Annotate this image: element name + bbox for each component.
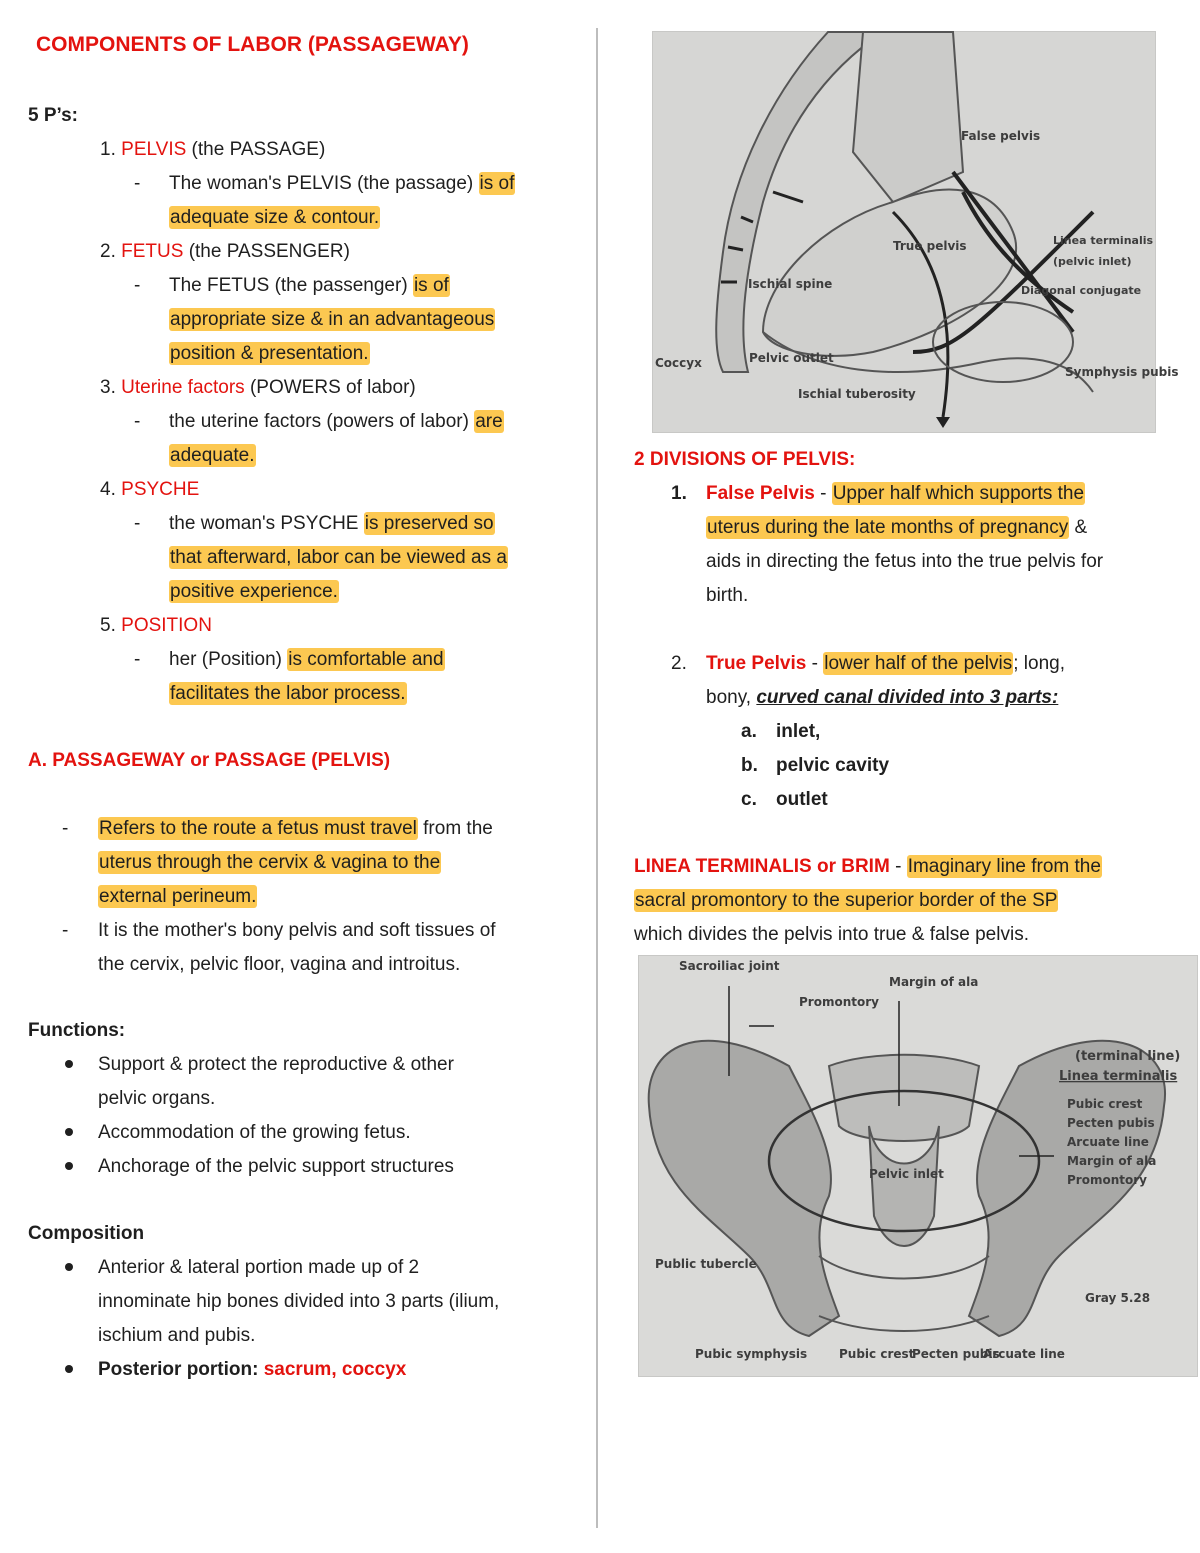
- d2-line2: bony, curved canal divided into 3 parts:: [706, 687, 1059, 708]
- p1-desc-line1: The woman's PELVIS (the passage) is of: [169, 173, 515, 194]
- bullet: [65, 1365, 73, 1373]
- dash: -: [134, 513, 141, 534]
- p3-heading: 3. Uterine factors (POWERS of labor): [100, 377, 416, 398]
- p5-desc-line2: facilitates the labor process.: [170, 683, 406, 704]
- p1-heading: 1. PELVIS (the PASSAGE): [100, 139, 326, 160]
- a1-line3: external perineum.: [99, 886, 257, 907]
- a1-line1: Refers to the route a fetus must travel from the: [99, 818, 493, 839]
- fig2-label-pelvic-inlet: Pelvic inlet: [869, 1167, 944, 1181]
- p3-name: Uterine factors: [121, 377, 245, 398]
- c2-line: Posterior portion: sacrum, coccyx: [98, 1359, 407, 1380]
- p4-desc-line3: positive experience.: [170, 581, 338, 602]
- c1-line2: innominate hip bones divided into 3 parts (ilium,: [98, 1291, 500, 1312]
- fig2-label-pubic-crest: Pubic crest: [1067, 1097, 1143, 1111]
- fig1-label-ischial-tuberosity: Ischial tuberosity: [798, 387, 916, 401]
- dash: -: [62, 818, 69, 839]
- part-a-letter: a.: [741, 721, 757, 742]
- pelvis-front-view-drawing: [639, 956, 1197, 1376]
- composition-heading: Composition: [28, 1223, 145, 1244]
- fig1-label-coccyx: Coccyx: [655, 356, 702, 370]
- five-ps-heading: 5 P’s:: [28, 105, 78, 126]
- fig2-label-promontory: Promontory: [799, 995, 879, 1009]
- a2-line2: the cervix, pelvic floor, vagina and introitus.: [98, 954, 461, 975]
- bullet: [65, 1060, 73, 1068]
- p3-desc-line1: the uterine factors (powers of labor) are: [169, 411, 503, 432]
- p2-name: FETUS: [121, 241, 184, 262]
- part-b-text: pelvic cavity: [776, 755, 890, 776]
- fig2-label-gray: Gray 5.28: [1085, 1291, 1151, 1305]
- fig2-label-promontory-2: Promontory: [1067, 1173, 1147, 1187]
- pelvis-front-view-figure: [638, 955, 1198, 1377]
- pelvis-side-view-drawing: [653, 32, 1179, 432]
- page-title: COMPONENTS OF LABOR (PASSAGEWAY): [36, 33, 469, 56]
- p4-desc-line2: that afterward, labor can be viewed as a: [170, 547, 507, 568]
- p2-desc-line1: The FETUS (the passenger) is of: [169, 275, 449, 296]
- c1-line3: ischium and pubis.: [98, 1325, 256, 1346]
- p4-heading: 4. PSYCHE: [100, 479, 200, 500]
- fig2-label-pubic-crest-bottom: Pubic crest: [839, 1347, 915, 1361]
- d1-line4: birth.: [706, 585, 749, 606]
- p5-name: POSITION: [121, 615, 212, 636]
- divisions-heading: 2 DIVISIONS OF PELVIS:: [634, 449, 856, 470]
- dash: -: [134, 649, 141, 670]
- column-divider: [596, 28, 598, 1528]
- fig2-label-terminal-line: (terminal line): [1075, 1049, 1181, 1064]
- fig1-label-pelvic-inlet: (pelvic inlet): [1053, 255, 1132, 268]
- f3-line: Anchorage of the pelvic support structures: [98, 1156, 454, 1177]
- fig2-label-sacroiliac-joint: Sacroiliac joint: [679, 959, 780, 973]
- part-a-text: inlet,: [776, 721, 821, 742]
- p2-heading: 2. FETUS (the PASSENGER): [100, 241, 350, 262]
- d1-num: 1.: [671, 483, 687, 504]
- d1-line1: False Pelvis - Upper half which supports the: [706, 483, 1085, 504]
- fig2-label-pubic-symphysis: Pubic symphysis: [695, 1347, 808, 1361]
- fig2-label-pecten-pubis-bottom: Pecten pubis: [912, 1347, 1000, 1361]
- part-c-text: outlet: [776, 789, 828, 810]
- a2-line1: It is the mother's bony pelvis and soft tissues of: [98, 920, 496, 941]
- fig2-label-margin-of-ala: Margin of ala: [889, 975, 979, 989]
- fig1-label-pelvic-outlet: Pelvic outlet: [749, 351, 834, 365]
- f1-line2: pelvic organs.: [98, 1088, 216, 1109]
- bullet: [65, 1263, 73, 1271]
- fig2-label-linea-terminalis: Linea terminalis: [1059, 1069, 1178, 1084]
- p3-desc-line2: adequate.: [170, 445, 255, 466]
- dash: -: [134, 411, 141, 432]
- dash: -: [62, 920, 69, 941]
- section-a-heading: A. PASSAGEWAY or PASSAGE (PELVIS): [28, 750, 391, 771]
- fig2-label-public-tubercle: Public tubercle: [655, 1257, 757, 1271]
- pelvis-side-view-figure: [652, 31, 1179, 433]
- fig1-label-diagonal-conjugate: Diagonal conjugate: [1021, 284, 1142, 297]
- fig1-label-linea-terminalis: Linea terminalis: [1053, 234, 1154, 247]
- linea-line2: sacral promontory to the superior border of the SP: [635, 890, 1058, 911]
- fig2-label-margin-of-ala-2: Margin of ala: [1067, 1154, 1157, 1168]
- p1-name: PELVIS: [121, 139, 187, 160]
- dash: -: [134, 173, 141, 194]
- fig2-label-pecten-pubis: Pecten pubis: [1067, 1116, 1155, 1130]
- linea-line1: LINEA TERMINALIS or BRIM - Imaginary line from the: [634, 856, 1101, 877]
- bullet: [65, 1128, 73, 1136]
- fig1-label-symphysis-pubis: Symphysis pubis: [1065, 365, 1179, 379]
- d2-num: 2.: [671, 653, 687, 674]
- f1-line1: Support & protect the reproductive & other: [98, 1054, 454, 1075]
- functions-heading: Functions:: [28, 1020, 126, 1041]
- d1-line3: aids in directing the fetus into the true pelvis for: [706, 551, 1104, 572]
- p1-desc-line2: adequate size & contour.: [170, 207, 380, 228]
- fig1-label-ischial-spine: Ischial spine: [748, 277, 833, 291]
- p5-heading: 5. POSITION: [100, 615, 212, 636]
- dash: -: [134, 275, 141, 296]
- c1-line1: Anterior & lateral portion made up of 2: [98, 1257, 420, 1278]
- p2-desc-line2: appropriate size & in an advantageous: [170, 309, 495, 330]
- fig2-label-arcuate-line-bottom: Arcuate line: [983, 1347, 1065, 1361]
- bullet: [65, 1162, 73, 1170]
- linea-line3: which divides the pelvis into true & false pelvis.: [634, 924, 1029, 945]
- fig1-label-false-pelvis: False pelvis: [961, 129, 1041, 143]
- d1-line2: uterus during the late months of pregnancy &: [707, 517, 1088, 538]
- fig1-label-true-pelvis: True pelvis: [893, 239, 967, 253]
- d2-line1: True Pelvis - lower half of the pelvis; long,: [706, 653, 1065, 674]
- p2-desc-line3: position & presentation.: [170, 343, 369, 364]
- a1-line2: uterus through the cervix & vagina to the: [99, 852, 441, 873]
- p5-desc-line1: her (Position) is comfortable and: [169, 649, 444, 670]
- fig2-label-arcuate-line: Arcuate line: [1067, 1135, 1149, 1149]
- part-b-letter: b.: [741, 755, 758, 776]
- p4-desc-line1: the woman's PSYCHE is preserved so: [169, 513, 494, 534]
- p4-name: PSYCHE: [121, 479, 200, 500]
- part-c-letter: c.: [741, 789, 757, 810]
- f2-line: Accommodation of the growing fetus.: [98, 1122, 411, 1143]
